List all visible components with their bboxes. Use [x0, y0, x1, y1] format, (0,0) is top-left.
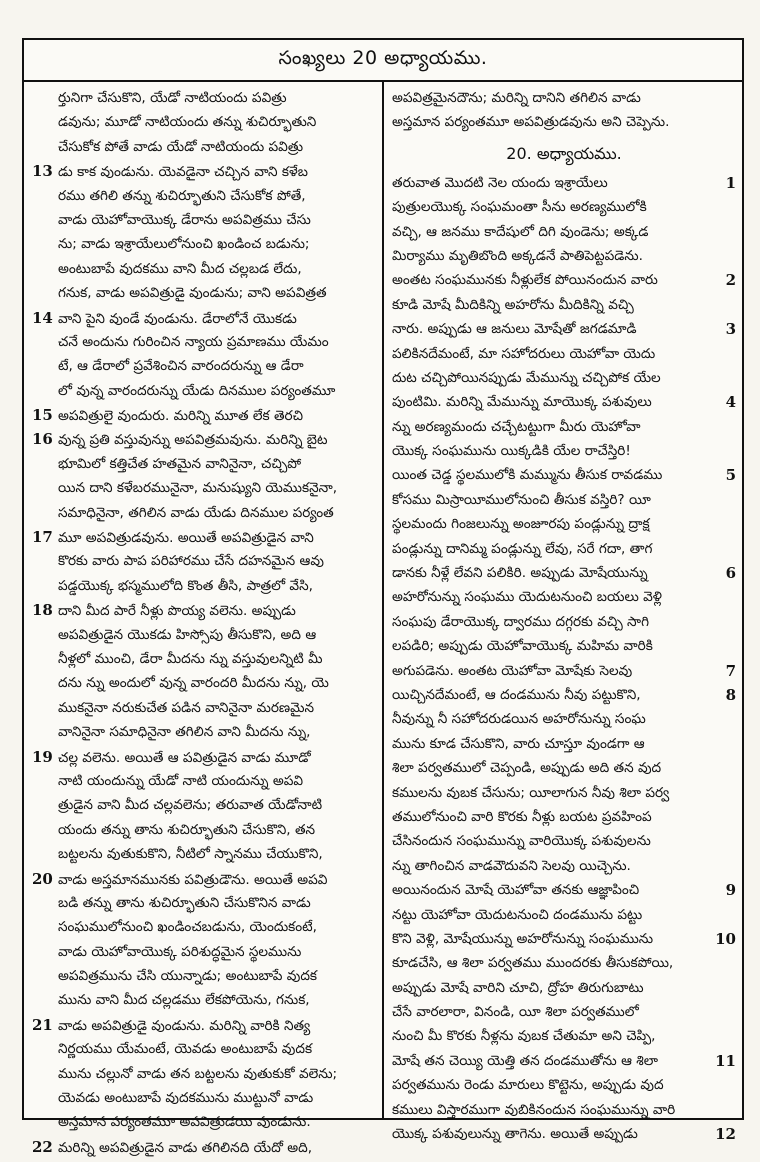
- text-line: [32, 769, 376, 793]
- line-text: డు కాక వుండును. యెవడైనా చచ్చిన వాని కళేబ: [58, 164, 308, 181]
- line-text: అస్తమాన పర్యంతమూ అపవిత్రుడవును అని చెప్పెను.: [392, 114, 670, 131]
- text-line: [32, 257, 376, 281]
- line-text: అహరోనున్ను సంఘము యెదుటనుంచి బయలు వెళ్లి: [392, 589, 662, 606]
- line-text: అపవిత్రమును చేసి యున్నాడు; అంటుబాపే వుదక: [58, 968, 318, 985]
- line-text: మూ అపవిత్రుడవును. అయితే అపవిత్రుడైన వాని: [58, 530, 314, 547]
- verse-number: 6: [725, 564, 736, 583]
- line-text: నారు. అప్పుడు ఆ జనులు మోషేతో జగడమాడి: [392, 321, 637, 338]
- verse-number: 13: [32, 162, 53, 181]
- page-frame: [22, 38, 744, 1156]
- text-line: [32, 232, 376, 256]
- text-line: [32, 110, 376, 134]
- text-line: [32, 647, 376, 671]
- text-line: [392, 512, 736, 536]
- verse-number: 3: [725, 320, 736, 339]
- line-text: యందు తన్ను తాను శుచిర్భూతుని చేసుకొని, తన: [58, 821, 316, 838]
- line-text: మును చల్లునో వాడు తన బట్టలను వుతుకుకో వలెను;: [58, 1065, 338, 1082]
- text-line: [392, 366, 736, 390]
- line-text: మరిన్ని అపవిత్రుడైన వాడు తగిలినది యేదో అది,: [58, 1139, 313, 1156]
- text-line: [392, 781, 736, 805]
- line-text: కోసము మిస్రాయీములోనుంచి తీసుక వస్తిరి? యీ: [392, 491, 651, 508]
- text-line: [392, 927, 736, 951]
- line-text: వాడు యెహోవాయొక్క డేరాను అపవిత్రము చేసు: [58, 211, 311, 228]
- line-text: బడి తన్ను తాను శుచిర్భూతుని చేసుకొనిన వాడు: [58, 894, 311, 911]
- line-text: పర్వతమును రెండు మారులు కొట్టెను, అప్పుడు వుద: [392, 1077, 664, 1094]
- line-text: మిర్యాము మృతిబొంది అక్కడనే పాతిపెట్టపడెను.: [392, 247, 643, 264]
- line-text: వాని పైని వుండే వుండును. డేరాలోనే యొకడు: [58, 310, 297, 327]
- line-text: ను; వాడు ఇశ్రాయేలులోనుంచి ఖండించ బడును;: [58, 236, 310, 253]
- line-text: వున్న ప్రతి వస్తువున్ను అపవిత్రమవును. మరిన్ని బైట: [58, 432, 328, 449]
- line-text: న్ను అరణ్యమందు చచ్చేటట్టుగా మీరు యెహోవా: [392, 418, 641, 435]
- text-line: [32, 1135, 376, 1159]
- line-text: పుంటిమి. మరిన్ని మేమున్ను మాయొక్క పశువులు: [392, 394, 652, 411]
- text-line: [392, 244, 736, 268]
- text-columns: [24, 80, 742, 1156]
- verse-number: 1: [725, 173, 736, 192]
- text-line: [32, 354, 376, 378]
- text-line: [392, 342, 736, 366]
- text-line: [32, 964, 376, 988]
- text-line: [392, 463, 736, 487]
- text-line: [32, 818, 376, 842]
- verse-number: 16: [32, 430, 53, 449]
- line-text: సంఘపు డేరాయొక్క ద్వారము దగ్గరకు వచ్చి సాగి: [392, 613, 649, 630]
- line-text: యొక్క పశువులున్ను తాగెను. అయితే అప్పుడు: [392, 1126, 638, 1143]
- line-text: అంతట సంఘమునకు నీళ్లులేక పోయినందున వారు: [392, 272, 658, 289]
- text-line: [32, 671, 376, 695]
- text-line: [32, 306, 376, 330]
- line-text: పడ్డయొక్క భస్మములోది కొంత తీసి, పాత్రలో వేసి,: [58, 577, 313, 594]
- text-line: [392, 220, 736, 244]
- line-text: కూడి మోషే మీదికిన్ని అహరోను మీదికిన్ని వచ్చి: [392, 296, 634, 313]
- line-text: కొని వెళ్లి, మోషేయున్ను అహరోనున్ను సంఘమును: [392, 930, 654, 947]
- line-text: డవును; మూడో నాటియందు తన్ను శుచిర్భూతుని: [58, 114, 317, 131]
- line-text: చనే అందును గురించిన న్యాయ ప్రమాణము యేమం: [58, 333, 329, 350]
- line-text: సమాధినైనా, తగిలిన వాడు యేడు దినముల పర్యంత: [58, 504, 334, 521]
- line-text: అప్పుడు మోషే వారిని చూచి, ద్రోహ తిరుగుబాటు: [392, 979, 644, 996]
- text-line: [32, 86, 376, 110]
- text-line: [392, 1098, 736, 1122]
- line-text: నాటి యందున్ను యేడో నాటి యందున్ను అపవి: [58, 772, 304, 789]
- text-line: [32, 476, 376, 500]
- text-line: [392, 171, 736, 195]
- page-header: [24, 40, 742, 82]
- line-text: నీళ్లలో ముంచి, డేరా మీదను న్ను వస్తువులన్నిటి మీ: [58, 650, 323, 667]
- line-text: న్ను తాగించిన వాడవౌదువని సెలవు యిచ్చెను.: [392, 857, 631, 874]
- right-column-chapter-text: [392, 171, 736, 1147]
- text-line: [392, 976, 736, 1000]
- line-text: ర్తునిగా చేసుకొని, యేడో నాటియందు పవిత్రు: [58, 90, 287, 106]
- text-line: [392, 86, 736, 110]
- text-line: [32, 891, 376, 915]
- text-line: [32, 574, 376, 598]
- text-line: [32, 623, 376, 647]
- text-line: [392, 195, 736, 219]
- text-line: [392, 1049, 736, 1073]
- line-text: త్రుడైన వాని మీద చల్లవలెను; తరువాత యేడోనాటి: [58, 797, 323, 814]
- text-line: [392, 1122, 736, 1146]
- line-text: యిన దాని కళేబరమునైనా, మనుష్యుని యెముకనైనా,: [58, 480, 338, 497]
- line-text: వచ్చి, ఆ జనము కాదేషులో దిగి వుండెను; అక్కడ: [392, 223, 649, 240]
- line-text: డానకు నీళ్లే లేవని పలికిరి. అప్పుడు మోషేయున్ను: [392, 565, 648, 582]
- text-line: [392, 110, 736, 134]
- right-column-continuation: [392, 86, 736, 135]
- line-text: దుట చచ్చిపోయినప్పుడు మేమున్ను చచ్చిపోక యేల: [392, 369, 661, 386]
- line-text: భూమిలో కత్తిచేత హతమైన వానినైనా, చచ్చిపో: [58, 455, 302, 472]
- line-text: అపవిత్రమైనదౌను; మరిన్ని దానిని తగిలిన వాడు: [392, 90, 641, 106]
- line-text: శిలా పర్వతములో చెప్పండి, అప్పుడు అది తన వుద: [392, 760, 662, 777]
- line-text: మును కూడ చేసుకొని, వారు చూస్తూ వుండగా ఆ: [392, 735, 645, 752]
- text-line: [392, 415, 736, 439]
- verse-number: 8: [725, 685, 736, 704]
- line-text: చేసినందున సంఘమున్ను వారియొక్క పశువులను: [392, 833, 651, 850]
- line-text: టే, ఆ డేరాలో ప్రవేశించిన వారందరున్ను ఆ డేరా: [58, 358, 304, 375]
- line-text: యొక్క సంఘమును యిక్కడికి యేల రాచేస్తిరి!: [392, 443, 631, 460]
- line-text: నీవున్ను నీ సహోదరుడయిన అహరోనున్ను సంఘ: [392, 711, 646, 728]
- line-text: యింత చెడ్డ స్థలములోకి మమ్మును తీసుక రావడము: [392, 467, 663, 484]
- text-line: [392, 610, 736, 634]
- verse-number: 19: [32, 747, 53, 766]
- line-text: చల్ల వలెను. అయితే ఆ పవిత్రుడైన వాడు మూడో: [58, 749, 311, 766]
- verse-number: 7: [725, 661, 736, 680]
- verse-number: 21: [32, 1015, 53, 1034]
- text-line: [392, 317, 736, 341]
- line-text: పండ్లున్ను దానిమ్మ పండ్లున్ను లేవు, సరే గదా, తాగ: [392, 540, 653, 557]
- text-line: [32, 1037, 376, 1061]
- text-line: [32, 745, 376, 769]
- text-line: [392, 1024, 736, 1048]
- verse-number: 17: [32, 528, 53, 547]
- line-text: బట్టలను వుతుకుకొని, నీటిలో స్నానము చేయుకొని,: [58, 846, 323, 863]
- line-text: అస్తమాన పర్యంతమూ అపవిత్రుడయి వుండును.: [58, 1114, 311, 1131]
- line-text: పలికినదేమంటే, మా సహోదరులు యెహోవా యెదు: [392, 345, 656, 362]
- verse-number: 15: [32, 406, 53, 425]
- verse-number: 4: [725, 393, 736, 412]
- text-line: [32, 452, 376, 476]
- line-text: తములోనుంచి వారి కొరకు నీళ్లు బయట ప్రవహింప: [392, 808, 652, 825]
- line-text: చేసుకోక పోతే వాడు యేడో నాటియందు పవిత్రు: [58, 138, 304, 155]
- line-text: అంటుబాపే వుదకము వాని మీద చల్లబడ లేదు,: [58, 260, 302, 277]
- text-line: [32, 867, 376, 891]
- line-text: చేసే వారలారా, వినండి, యీ శిలా పర్వతములో: [392, 1004, 639, 1021]
- text-line: [392, 854, 736, 878]
- verse-number: 2: [725, 271, 736, 290]
- text-line: [32, 842, 376, 866]
- text-line: [392, 707, 736, 731]
- line-text: లపడిరి; అప్పుడు యెహోవాయొక్క మహిమ వారికి: [392, 638, 653, 655]
- verse-number: 22: [32, 1137, 53, 1156]
- text-line: [392, 732, 736, 756]
- line-text: మును వాని మీద చల్లడము లేకపోయెను, గనుక,: [58, 992, 310, 1009]
- text-line: [32, 159, 376, 183]
- line-text: గనుక, వాడు అపవిత్రుడై వుండును; వాని అపవిత్రత: [58, 285, 327, 302]
- line-text: వానినైనా సమాధినైనా తగిలిన వాని మీదను న్ను,: [58, 724, 311, 741]
- text-line: [32, 549, 376, 573]
- text-line: [392, 1073, 736, 1097]
- verse-number: 20: [32, 869, 53, 888]
- text-line: [32, 525, 376, 549]
- line-text: మోషే తన చెయ్యి యెత్తి తన దండముతోను ఆ శిలా: [392, 1052, 658, 1069]
- verse-number: 5: [725, 466, 736, 485]
- text-line: [32, 501, 376, 525]
- text-line: [392, 537, 736, 561]
- left-column: [24, 80, 384, 1156]
- line-text: కూడచేసి, ఆ శిలా పర్వతము ముందరకు తీసుకపోయి,: [392, 955, 674, 972]
- text-line: [32, 427, 376, 451]
- text-line: [32, 598, 376, 622]
- line-text: అయినందున మోషే యెహోవా తనకు ఆజ్ఞాపించి: [392, 882, 640, 899]
- verse-number: 10: [715, 929, 736, 948]
- right-column: [384, 80, 742, 1144]
- text-line: [392, 829, 736, 853]
- text-line: [32, 988, 376, 1012]
- line-text: రము తగిలి తన్ను శుచిర్భూతుని చేసుకోక పోతే,: [58, 187, 306, 204]
- text-line: [392, 1000, 736, 1024]
- line-text: కములు విస్తారముగా వుబికినందున సంఘమున్ను వారి: [392, 1101, 676, 1118]
- line-text: పుత్రులయొక్క సంఘమంతా సీను అరణ్యములోకి: [392, 199, 647, 216]
- text-line: [392, 903, 736, 927]
- text-line: [32, 1013, 376, 1037]
- page-title: సంఖ్యలు 20 అధ్యాయము.: [278, 46, 488, 69]
- line-text: సంఘములోనుంచి ఖండించబడును, యెందుకంటే,: [58, 919, 317, 936]
- text-line: [392, 878, 736, 902]
- verse-number: 12: [715, 1125, 736, 1144]
- line-text: స్థలమందు గింజలున్ను అంజూరపు పండ్లున్ను ద్రాక్ష: [392, 516, 650, 533]
- line-text: వాడు అస్తమానమునకు పవిత్రుడౌను. అయితే అపవి: [58, 871, 328, 888]
- text-line: [32, 1086, 376, 1110]
- line-text: నుంచి మీ కొరకు నీళ్లను వుబక చేతుమా అని చెప్పి,: [392, 1028, 656, 1045]
- verse-number: 18: [32, 601, 53, 620]
- text-line: [32, 1062, 376, 1086]
- text-line: [392, 756, 736, 780]
- chapter-heading: 20. అధ్యాయము.: [506, 143, 622, 163]
- text-line: [32, 135, 376, 159]
- text-line: [392, 293, 736, 317]
- text-line: [32, 720, 376, 744]
- line-text: వాడు యెహోవాయొక్క పరిశుద్ధమైన స్థలమును: [58, 943, 302, 960]
- verse-number: 11: [715, 1051, 736, 1070]
- line-text: నట్టు యెహోవా యెదుటనుంచి దండమును పట్టు: [392, 906, 643, 923]
- text-line: [392, 805, 736, 829]
- text-line: [392, 634, 736, 658]
- text-line: [392, 488, 736, 512]
- line-text: అపవిత్రులై వుందురు. మరిన్ని మూత లేక తెరచి: [58, 408, 304, 425]
- line-text: దాని మీద పారే నీళ్లు పొయ్య వలెను. అప్పుడు: [58, 603, 296, 620]
- text-line: [392, 561, 736, 585]
- text-line: [32, 330, 376, 354]
- verse-number: 14: [32, 308, 53, 327]
- text-line: [392, 683, 736, 707]
- line-text: వాడు అపవిత్రుడై వుండును. మరిన్ని వారికి నిత్య: [58, 1017, 311, 1034]
- text-line: [32, 793, 376, 817]
- text-line: [32, 940, 376, 964]
- text-line: [392, 951, 736, 975]
- text-line: [392, 268, 736, 292]
- text-line: [32, 915, 376, 939]
- line-text: లో వున్న వారందరున్ను యేడు దినముల పర్యంతమూ: [58, 382, 336, 399]
- line-text: కొరకు వారు పాప పరిహారము చేసే దహనమైన ఆవు: [58, 553, 324, 570]
- text-line: [32, 281, 376, 305]
- line-text: యిచ్చినదేమంటే, ఆ దండమును నీవు పట్టుకొని,: [392, 686, 641, 703]
- text-line: [392, 390, 736, 414]
- text-line: [392, 659, 736, 683]
- line-text: నిర్ణయము యేమంటే, యెవడు అంటుబాపే వుదక: [58, 1041, 313, 1058]
- text-line: [392, 439, 736, 463]
- line-text: దను న్ను అందులో వున్న వారందరి మీదను న్ను, యె: [58, 675, 329, 692]
- text-line: [32, 184, 376, 208]
- text-line: [32, 1110, 376, 1134]
- verse-number: 9: [725, 881, 736, 900]
- line-text: అగుపడెను. అంతట యెహోవా మోషేకు సెలవు: [392, 662, 633, 679]
- line-text: ముకనైనా నరుకుచేత పడిన వానినైనా మరణమైన: [58, 699, 315, 716]
- text-line: [32, 696, 376, 720]
- line-text: యెవడు అంటుబాపే వుదకమును ముట్టునో వాడు: [58, 1090, 314, 1107]
- line-text: కములను వుబక చేసును; యీలాగున నీవు శిలా పర్వ: [392, 784, 670, 801]
- text-line: [32, 208, 376, 232]
- line-text: తరువాత మొదటి నెల యందు ఇశ్రాయేలు: [392, 174, 608, 191]
- text-line: [32, 403, 376, 427]
- line-text: అపవిత్రుడైన యొకడు హిస్సోపు తీసుకొని, అది ఆ: [58, 626, 317, 643]
- text-line: [32, 379, 376, 403]
- text-line: [392, 585, 736, 609]
